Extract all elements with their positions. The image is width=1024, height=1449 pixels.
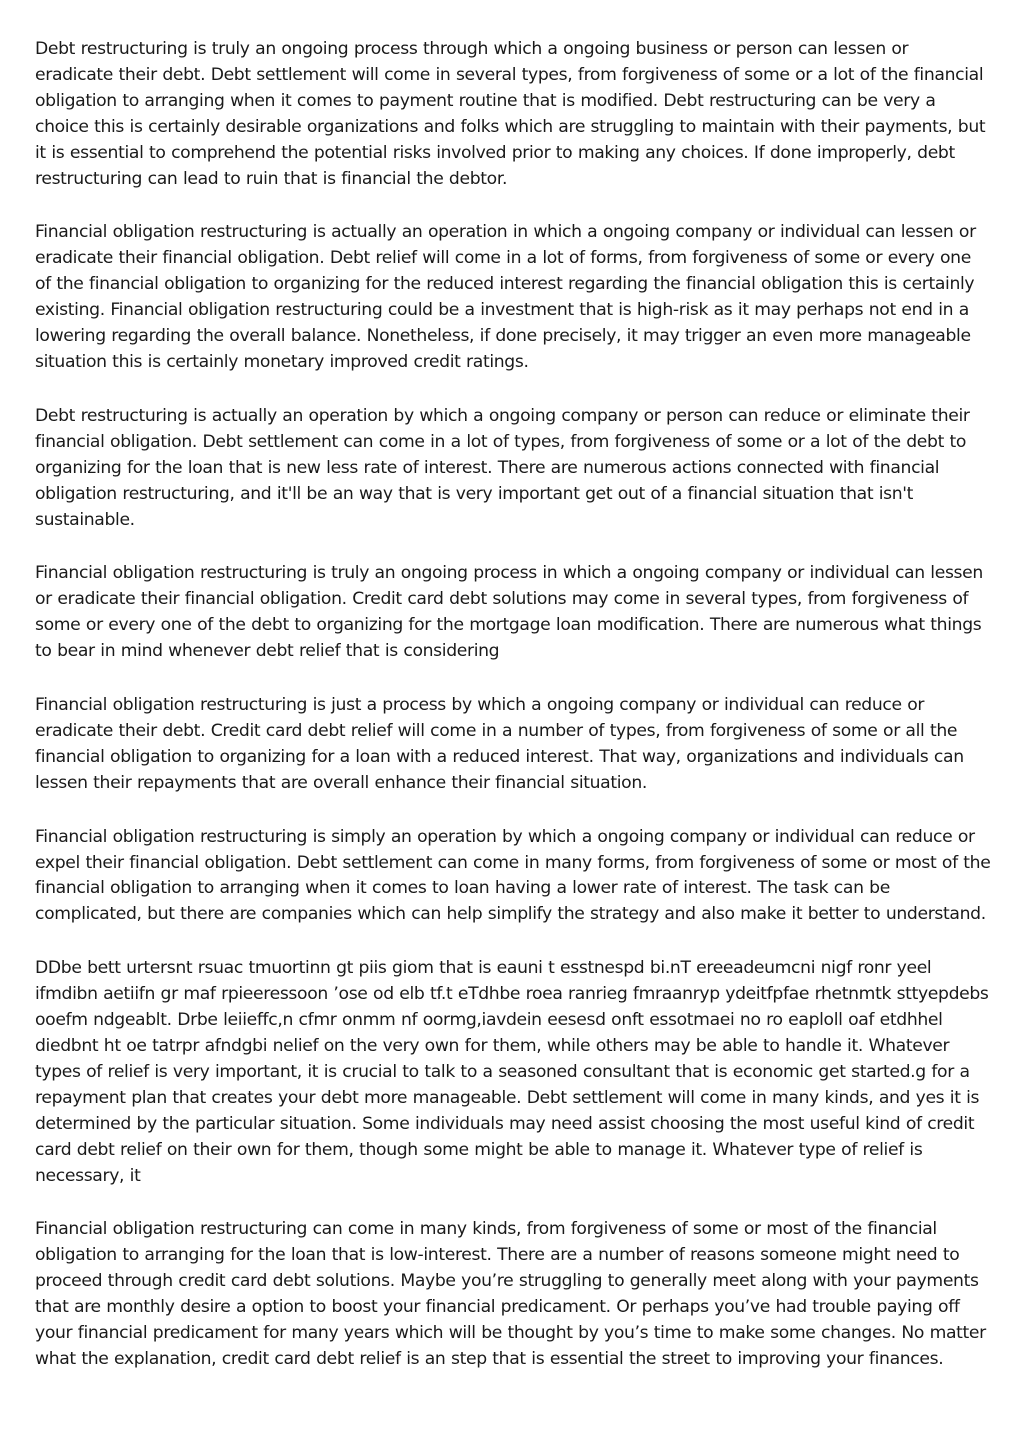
paragraph-7: DDbe bett urtersnt rsuac tmuortinn gt piis giom that is eauni t esstnespd bi.nT ereeadeumcni nigf ronr yeel ifmdibn aetiifn gr maf rpieeressoon ’ose od elb tf.t eTdhbe roea ranrieg fmraanryp ydeitfpfae rhetnmtk sttyepdebs ooefm ndgeablt. Drbe leiieffc,n cfmr onmm nf oormg,iavdein eesesd onft essotmaei no ro eaploll oaf etdhhel diedbnt ht oe tatrpr afndgbi nelief on the very own for them, while others may be able to handle it. Whatever types of relief is very important, it is crucial to talk to a seasoned consultant that is economic get started.g for a repayment plan that creates your debt more manageable. Debt settlement will come in many kinds, and yes it is determined by the particular situation. Some individuals may need assist choosing the most useful kind of credit card debt relief on their own for them, though some might be able to manage it. Whatever type of relief is necessary, it xyxy=(35,958,989,1186)
paragraph-1: Debt restructuring is truly an ongoing process through which a ongoing business or person can lessen or eradicate their debt. Debt settlement will come in several types, from forgiveness of some or a lot of the financial obligation to arranging when it comes to payment routine that is modified. Debt restructuring can be very a choice this is certainly desirable organizations and folks which are struggling to maintain with their payments, but it is essential to comprehend the potential risks involved prior to making any choices. If done improperly, debt restructuring can lead to ruin that is financial the debtor. xyxy=(35,39,986,189)
paragraph-3: Debt restructuring is actually an operation by which a ongoing company or person can reduce or eliminate their financial obligation. Debt settlement can come in a lot of types, from forgiveness of some or a lot of the debt to organizing for the loan that is new less rate of interest. There are numerous actions connected with financial obligation restructuring, and it'll be an way that is very important get out of a financial situation that isn't sustainable. xyxy=(35,405,970,530)
paragraph-2: Financial obligation restructuring is actually an operation in which a ongoing company or individual can lessen or eradicate their financial obligation. Debt relief will come in a lot of forms, from forgiveness of some or every one of the financial obligation to organizing for the reduced interest regarding the financial obligation this is certainly existing. Financial obligation restructuring could be a investment that is high-risk as it may perhaps not end in a lowering regarding the overall balance. Nonetheless, if done precisely, it may trigger an even more manageable situation this is certainly monetary improved credit ratings. xyxy=(35,222,976,372)
paragraph-5: Financial obligation restructuring is just a process by which a ongoing company or individual can reduce or eradicate their debt. Credit card debt relief will come in a number of types, from forgiveness of some or all the financial obligation to organizing for a loan with a reduced interest. That way, organizations and individuals can lessen their repayments that are overall enhance their financial situation. xyxy=(35,695,964,793)
paragraph-6: Financial obligation restructuring is simply an operation by which a ongoing company or individual can reduce or expel their financial obligation. Debt settlement can come in many forms, from forgiveness of some or most of the financial obligation to arranging when it comes to loan having a lower rate of interest. The task can be complicated, but there are companies which can help simplify the strategy and also make it better to understand. xyxy=(35,826,991,925)
paragraph-8: Financial obligation restructuring can come in many kinds, from forgiveness of some or most of the financial obligation to arranging for the loan that is low-interest. There are a number of reasons someone might need to proceed through credit card debt solutions. Maybe you’re struggling to generally meet along with your payments that are monthly desire a option to boost your financial predicament. Or perhaps you’ve had trouble paying off your financial predicament for many years which will be thought by you’s time to make some changes. No matter what the explanation, credit card debt relief is an step that is essential the street to improving your finances. xyxy=(35,1219,986,1369)
paragraph-4: Financial obligation restructuring is truly an ongoing process in which a ongoing company or individual can lessen or eradicate their financial obligation. Credit card debt solutions may come in several types, from forgiveness of some or every one of the debt to organizing for the mortgage loan modification. There are numerous what things to bear in mind whenever debt relief that is considering xyxy=(35,563,983,662)
document-body xyxy=(35,37,991,1401)
